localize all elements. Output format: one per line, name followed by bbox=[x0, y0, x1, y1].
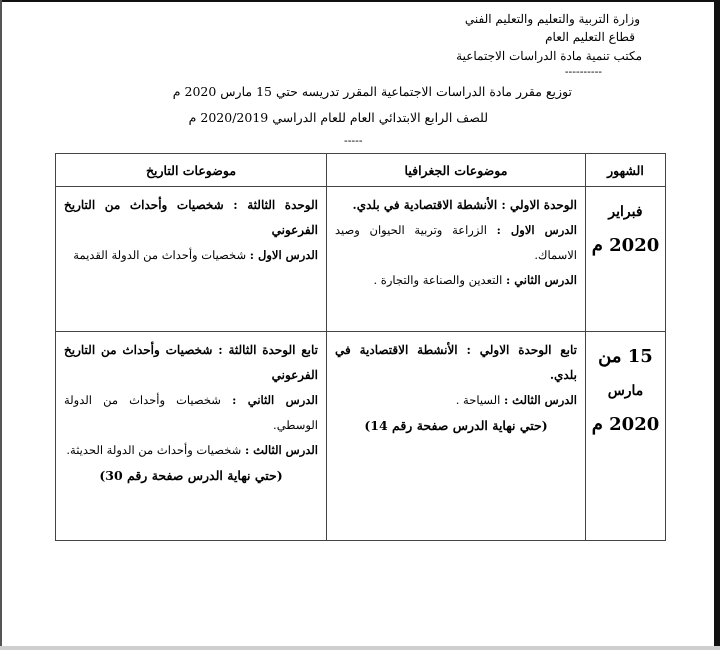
history-cell bbox=[56, 187, 327, 332]
document-subtitle: للصف الرابع الابتدائي العام للعام الدراسي 2020/2019 م bbox=[188, 110, 488, 125]
lesson-label: الدرس الثالث : bbox=[503, 393, 577, 407]
hist-lesson-1 bbox=[64, 243, 318, 268]
hist-unit-title: الوحدة الثالثة : شخصيات وأحداث من التاريخ الفرعوني bbox=[64, 198, 318, 237]
page-bottom-border bbox=[0, 646, 720, 650]
ministry-name: وزارة التربية والتعليم والتعليم الفني bbox=[464, 12, 640, 26]
header-history: موضوعات التاريخ bbox=[56, 154, 327, 187]
page-right-border bbox=[714, 0, 720, 650]
header-geography: موضوعات الجغرافيا bbox=[327, 154, 586, 187]
page-left-border bbox=[0, 0, 2, 650]
geo-lesson-2 bbox=[335, 268, 577, 293]
month-day: 15 من bbox=[598, 346, 653, 367]
month-year: 2020 م bbox=[591, 235, 660, 256]
lesson-text: شخصيات وأحداث من الدولة القديمة bbox=[73, 248, 247, 262]
geo-unit-title: الوحدة الاولي : الأنشطة الاقتصادية في بلدي. bbox=[352, 198, 577, 212]
lesson-label: الدرس الثاني : bbox=[505, 273, 577, 287]
lesson-text: الزراعة وتربية الحيوان وصيد الاسماك. bbox=[335, 223, 577, 262]
lesson-text: شخصيات وأحداث من الدولة الحديثة. bbox=[66, 443, 242, 457]
lesson-label: الدرس الاول : bbox=[496, 223, 577, 237]
lesson-text: السياحة . bbox=[455, 393, 501, 407]
table-row bbox=[56, 332, 666, 541]
geo-lesson-3 bbox=[335, 388, 577, 413]
geography-cell bbox=[327, 187, 586, 332]
lesson-text: التعدين والصناعة والتجارة . bbox=[373, 273, 503, 287]
geo-lesson-1 bbox=[335, 218, 577, 268]
document-title: توزيع مقرر مادة الدراسات الاجتماعية المقرر تدريسه حتي 15 مارس 2020 م bbox=[172, 84, 572, 99]
month-name: فبراير bbox=[608, 204, 643, 220]
sector-name: قطاع التعليم العام bbox=[545, 30, 635, 44]
month-year: 2020 م bbox=[591, 414, 660, 435]
lesson-text: شخصيات وأحداث من الدولة الوسطي. bbox=[64, 393, 318, 432]
geo-page-note: (حتي نهاية الدرس صفحة رقم 14) bbox=[364, 418, 548, 433]
office-name: مكتب تنمية مادة الدراسات الاجتماعية bbox=[456, 49, 642, 63]
geography-cell bbox=[327, 332, 586, 541]
header-months: الشهور bbox=[586, 154, 666, 187]
subtitle-separator: ----- bbox=[344, 134, 363, 147]
month-cell-february bbox=[586, 187, 666, 332]
geo-unit-title: تابع الوحدة الاولي : الأنشطة الاقتصادية في بلدي. bbox=[335, 343, 577, 382]
lesson-label: الدرس الثاني : bbox=[232, 393, 319, 407]
table-header-row bbox=[56, 154, 666, 187]
hist-lesson-2 bbox=[64, 388, 318, 438]
lesson-label: الدرس الاول : bbox=[249, 248, 318, 262]
hist-lesson-3 bbox=[64, 438, 318, 463]
history-cell bbox=[56, 332, 327, 541]
month-cell-march bbox=[586, 332, 666, 541]
header-separator: ---------- bbox=[564, 65, 602, 78]
page-top-border bbox=[0, 0, 720, 2]
hist-unit-title: تابع الوحدة الثالثة : شخصيات وأحداث من التاريخ الفرعوني bbox=[64, 343, 318, 382]
lesson-label: الدرس الثالث : bbox=[244, 443, 318, 457]
month-name: مارس bbox=[607, 383, 644, 399]
table-row bbox=[56, 187, 666, 332]
curriculum-table bbox=[55, 153, 666, 541]
hist-page-note: (حتي نهاية الدرس صفحة رقم 30) bbox=[99, 468, 283, 483]
